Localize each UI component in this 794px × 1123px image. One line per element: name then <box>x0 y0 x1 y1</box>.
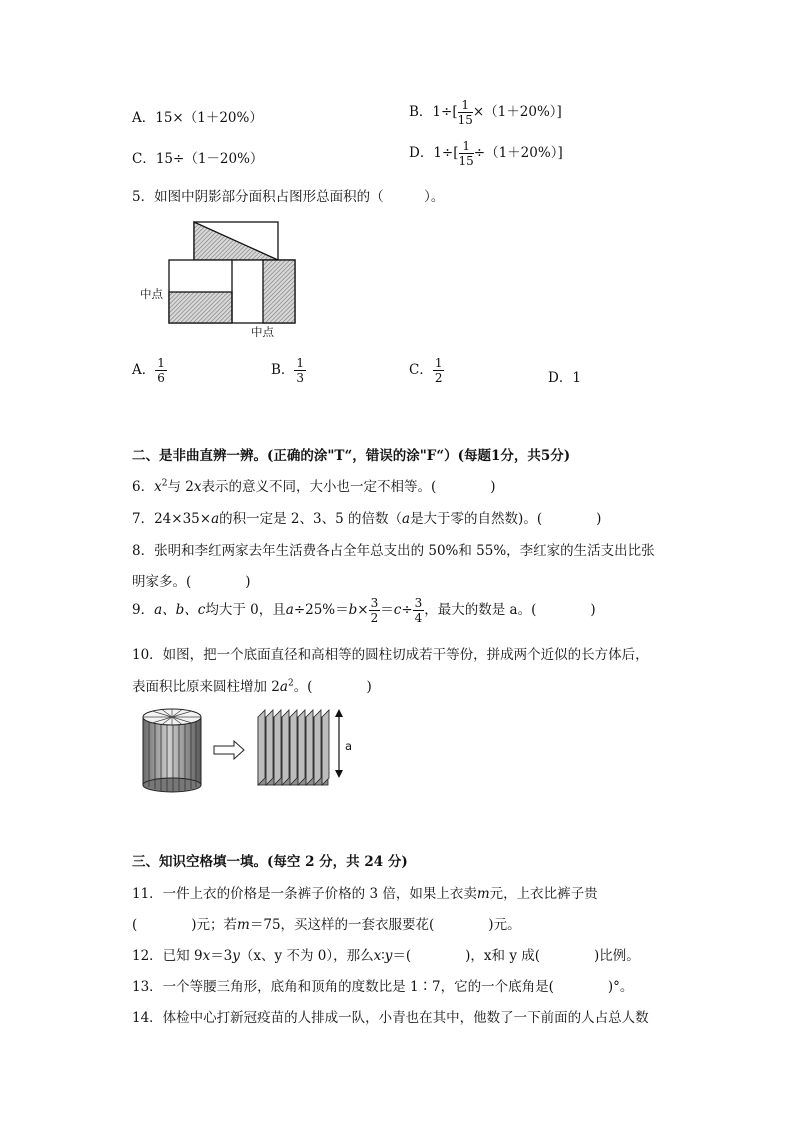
q9-fraction-2 <box>413 597 425 624</box>
q11-m2: m <box>237 917 250 933</box>
q9-times: × <box>357 602 369 618</box>
q7-a2: a <box>402 511 411 527</box>
q9-vars: a、b、c <box>154 602 206 618</box>
q5-a-fraction <box>155 357 167 384</box>
q12-x: x <box>202 948 211 964</box>
q5-option-a <box>132 357 167 384</box>
q4-option-b <box>409 99 562 126</box>
q4-b-frac-num: 1 <box>458 99 473 113</box>
q4-b-fraction <box>458 99 473 126</box>
q12 <box>132 944 640 964</box>
q5-b-letter: B． <box>271 362 295 378</box>
q5-label-bottom-midpoint: 中点 <box>251 325 274 339</box>
q5-c-letter: C． <box>409 362 433 378</box>
q6-x: x <box>154 479 162 495</box>
q4-d-frac-den: 15 <box>458 154 474 168</box>
q9-fraction-1 <box>369 597 381 624</box>
q5-stem: 5．如图中阴影部分面积占图形总面积的（ ）。 <box>132 189 445 205</box>
q6 <box>132 475 496 495</box>
q9-f1-den: 2 <box>370 611 379 625</box>
q4-d-frac-num: 1 <box>459 140 474 154</box>
q5-option-b <box>271 357 306 384</box>
q4-d-fraction <box>459 140 474 167</box>
q5-a-num: 1 <box>157 356 165 370</box>
q9-f1-num: 3 <box>370 596 379 610</box>
q5-c-num: 1 <box>434 356 443 370</box>
q12-post: ＝( )，x和 y 成( )比例。 <box>392 948 640 964</box>
q9 <box>132 597 596 624</box>
q5-d-letter: D． <box>548 370 573 386</box>
q5-b-fraction <box>294 357 306 384</box>
q10-figure <box>140 703 360 793</box>
q5-b-den: 3 <box>296 371 305 385</box>
q10-line2-post: 。( ) <box>293 679 372 695</box>
q12-colon: ∶ <box>381 948 385 964</box>
q4-b-suffix: ×（1＋20%）] <box>472 104 562 120</box>
q7-post: 是大于零的自然数)。( ) <box>410 511 602 527</box>
q6-pre: 6． <box>132 479 155 495</box>
q14: 14．体检中心打新冠疫苗的人排成一队，小青也在其中，他数了一下前面的人占总人数 <box>132 1010 649 1026</box>
q10-line2-pre: 表面积比原来圆柱增加 2 <box>132 679 280 695</box>
q11-line1-post: 元，上衣比裤子贵 <box>489 886 598 902</box>
q6-post: 表示的意义不同，大小也一定不相等。( ) <box>201 479 496 495</box>
q10-a: a <box>279 679 288 695</box>
q10-height-label: a <box>345 739 353 753</box>
q4-option-c: C．15÷（1－20%） <box>132 151 264 167</box>
q5-right-shaded-rect <box>263 260 295 323</box>
q9-c: c <box>393 602 402 618</box>
q10-cylinder <box>143 709 201 792</box>
q10-cuboid <box>258 710 329 785</box>
q10-line2 <box>132 675 372 695</box>
q5-option-d <box>548 366 581 386</box>
q5-b-num: 1 <box>296 356 305 370</box>
q5-left-shaded-rect <box>169 292 232 323</box>
q5-label-left-midpoint: 中点 <box>140 287 163 301</box>
q12-y2: y <box>384 948 393 964</box>
section2-title: 二、是非曲直辨一辨。(正确的涂"T“，错误的涂"F“）(每题1分，共5分) <box>132 448 571 464</box>
q4-d-prefix: D．1÷[ <box>409 145 459 161</box>
q7-pre: 7．24×35× <box>132 511 212 527</box>
q5-c-fraction <box>433 357 445 384</box>
section3-title: 三、知识空格填一填。(每空 2 分，共 24 分) <box>132 854 408 870</box>
q6-sup: 2 <box>161 478 168 489</box>
q12-pre: 12．已知 9 <box>132 948 203 964</box>
q7-mid: 的积一定是 2、3、5 的倍数（ <box>219 511 402 527</box>
q11-line1-pre: 11．一件上衣的价格是一条裤子价格的 3 倍，如果上衣卖 <box>132 886 477 902</box>
q4-b-frac-den: 15 <box>457 113 473 127</box>
arrow-right-icon <box>214 741 244 759</box>
q5-a-den: 6 <box>157 371 165 385</box>
q8-line1: 8．张明和李红两家去年生活费各占全年总支出的 50%和 55%，李红家的生活支出比张 <box>132 543 655 559</box>
q9-post: ，最大的数是 a。( ) <box>424 602 596 618</box>
q12-y: y <box>232 948 240 964</box>
q7 <box>132 507 601 527</box>
q9-f2-num: 3 <box>414 596 423 610</box>
q9-f2-den: 4 <box>414 611 423 625</box>
q9-a: a <box>285 602 294 618</box>
q13: 13．一个等腰三角形，底角和顶角的度数比是 1∶7，它的一个底角是( )°。 <box>132 979 634 995</box>
q12-eq: ＝3 <box>210 948 233 964</box>
q9-eq1: ÷25%＝ <box>293 602 349 618</box>
q9-div: ÷ <box>401 602 413 618</box>
q11-line2-post: ＝75，买这样的一套衣服要花( )元。 <box>249 917 521 933</box>
q11-line1 <box>132 882 598 902</box>
q12-mid: （x、y 不为 0），那么 <box>239 948 374 964</box>
q4-option-d <box>409 140 563 167</box>
q11-line2-pre: ( )元；若 <box>132 917 238 933</box>
q6-mid: 与 2 <box>167 479 194 495</box>
q9-eq2: ＝ <box>380 602 394 618</box>
q11-m: m <box>476 886 490 902</box>
q9-pre: 9． <box>132 602 155 618</box>
q11-line2 <box>132 913 521 933</box>
q5-a-letter: A． <box>132 362 156 378</box>
q10-line1: 10．如图，把一个底面直径和高相等的圆柱切成若干等份，拼成两个近似的长方体后， <box>132 647 649 663</box>
q9-b: b <box>348 602 358 618</box>
q10-height-marker <box>335 709 343 778</box>
q12-x2: x <box>373 948 382 964</box>
q5-option-c <box>409 357 444 384</box>
q5-c-den: 2 <box>434 371 443 385</box>
q4-option-a: A．15×（1＋20%） <box>132 110 263 126</box>
q5-figure <box>166 218 298 328</box>
q10-sup: 2 <box>287 678 294 689</box>
q9-mid: 均大于 0，且 <box>205 602 286 618</box>
q8-line2: 明家多。( ) <box>132 574 251 590</box>
q7-a: a <box>211 511 220 527</box>
q5-d-text: 1 <box>572 370 581 386</box>
q4-d-suffix: ÷（1＋20%）] <box>473 145 563 161</box>
q6-x2: x <box>193 479 202 495</box>
q4-b-prefix: B．1÷[ <box>409 104 458 120</box>
